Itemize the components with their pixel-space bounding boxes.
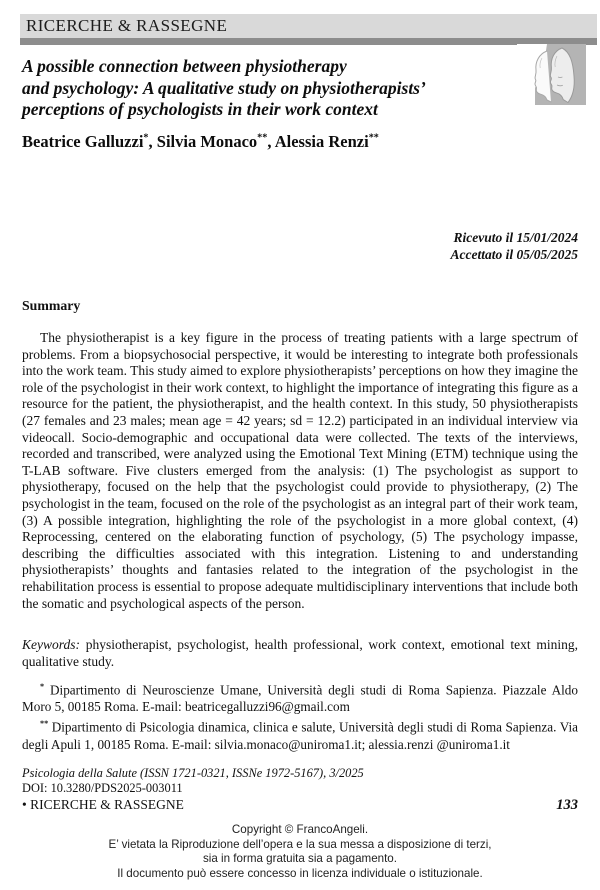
journal-imprint	[22, 766, 578, 797]
submission-dates	[451, 230, 579, 263]
footnote-mark: **	[40, 719, 49, 729]
journal-issn-line: Psicologia della Salute (ISSN 1721-0321, ISSNe 1972-5167), 3/2025	[22, 766, 364, 780]
journal-logo	[517, 44, 586, 117]
section-header-rule	[20, 38, 597, 45]
footnote	[22, 679, 578, 716]
copyright-line: Copyright © FrancoAngeli.	[231, 823, 369, 836]
footer-section-label: • RICERCHE & RASSEGNE	[22, 797, 184, 812]
author-separator: ,	[148, 132, 157, 151]
article-title-line-3: perceptions of psychologists in their work context	[22, 99, 378, 119]
doi-line: DOI: 10.3280/PDS2025-003011	[22, 781, 183, 796]
summary-paragraph: The physiotherapist is a key figure in the process of treating patients with a large spectrum of problems. From a biopsychosocial perspective, it would be interesting to integrate both professionals into the work team. This study aimed to explore physiotherapists’ perceptions on how they imagine the role of the psychologist in their work context, to highlight the importance of integrating this figure as a resource for the patient, the physiotherapist, and the health context. In this study, 50 physiotherapists (27 females and 23 males; mean age = 42 years; sd = 12.2) participated in an individual interview via videocall. Socio-demographic and occupational data were collected. The texts of the interviews, recorded and transcribed, were analyzed using the Emotional Text Mining (ETM) technique using the T-LAB software. Five clusters emerged from the analysis: (1) The psychologist as support to physiotherapy, focused on the help that the psychologist could provide to physiotherapy, (2) The psychologist in the team, focused on the role of the psychologist as an integral part of their work team, (3) A possible integration, highlighting the role of the psychologist in a more global context, (4) Reprocessing, centered on the elaborating function of psychology, (5) The psychology impasse, describing the difficulties associated with this integration. Listening to and understanding physiotherapists’ thoughts and fantasies related to the integration of the psychologist in the rehabilitation process is essential to propose adequate multidisciplinary interventions that include both the somatic and psychological aspects of the person.	[22, 330, 578, 611]
section-header-label: RICERCHE & RASSEGNE	[26, 16, 228, 35]
footnote-text: Dipartimento di Psicologia dinamica, clinica e salute, Università degli studi di Roma Sapienza. Via degli Apuli 1, 00185 Roma. E-mail: silvia.monaco@uniroma1.it; alessia.renzi @uniroma1.it	[22, 719, 578, 752]
author-name: Beatrice Galluzzi	[22, 132, 144, 151]
accepted-date: Accettato il 05/05/2025	[450, 246, 578, 262]
page-number: 133	[556, 797, 578, 813]
author-affiliation-mark: **	[368, 132, 379, 144]
article-title-line-2: and psychology: A qualitative study on physiotherapists’	[22, 77, 426, 98]
keywords-line	[22, 637, 578, 670]
author-list	[22, 132, 379, 152]
footnote-text: Dipartimento di Neuroscienze Umane, Università degli studi di Roma Sapienza. Piazzale Aldo Moro 5, 00185 Roma. E-mail: beatricegalluzzi96@gmail.com	[22, 682, 578, 715]
author-affiliation-mark: **	[257, 132, 268, 144]
page-footer	[22, 797, 578, 814]
summary-body	[22, 330, 578, 612]
author-separator: ,	[267, 132, 275, 151]
footnote	[22, 716, 578, 753]
profile-faces-icon	[517, 44, 586, 117]
received-date: Ricevuto il 15/01/2024	[453, 230, 578, 245]
author-name: Silvia Monaco	[156, 132, 258, 151]
author-affiliation-mark: *	[143, 132, 149, 144]
section-header-band	[20, 14, 597, 38]
summary-heading: Summary	[22, 298, 81, 313]
copyright-line: E’ vietata la Riproduzione dell’opera e la sua messa a disposizione di terzi,	[108, 837, 492, 851]
author-name: Alessia Renzi	[274, 132, 369, 151]
keywords-label: Keywords:	[22, 637, 80, 652]
affiliation-footnotes	[22, 679, 578, 753]
article-title	[22, 56, 512, 121]
copyright-line: sia in forma gratuita sia a pagamento.	[203, 852, 397, 866]
copyright-notice	[0, 823, 600, 882]
article-title-line-1: A possible connection between physiotherapy	[22, 56, 347, 76]
footnote-mark: *	[40, 682, 45, 691]
keywords-text: physiotherapist, psychologist, health professional, work context, emotional text mining, qualitative study.	[22, 637, 578, 669]
copyright-line: Il documento può essere concesso in licenza individuale o istituzionale.	[117, 867, 483, 881]
